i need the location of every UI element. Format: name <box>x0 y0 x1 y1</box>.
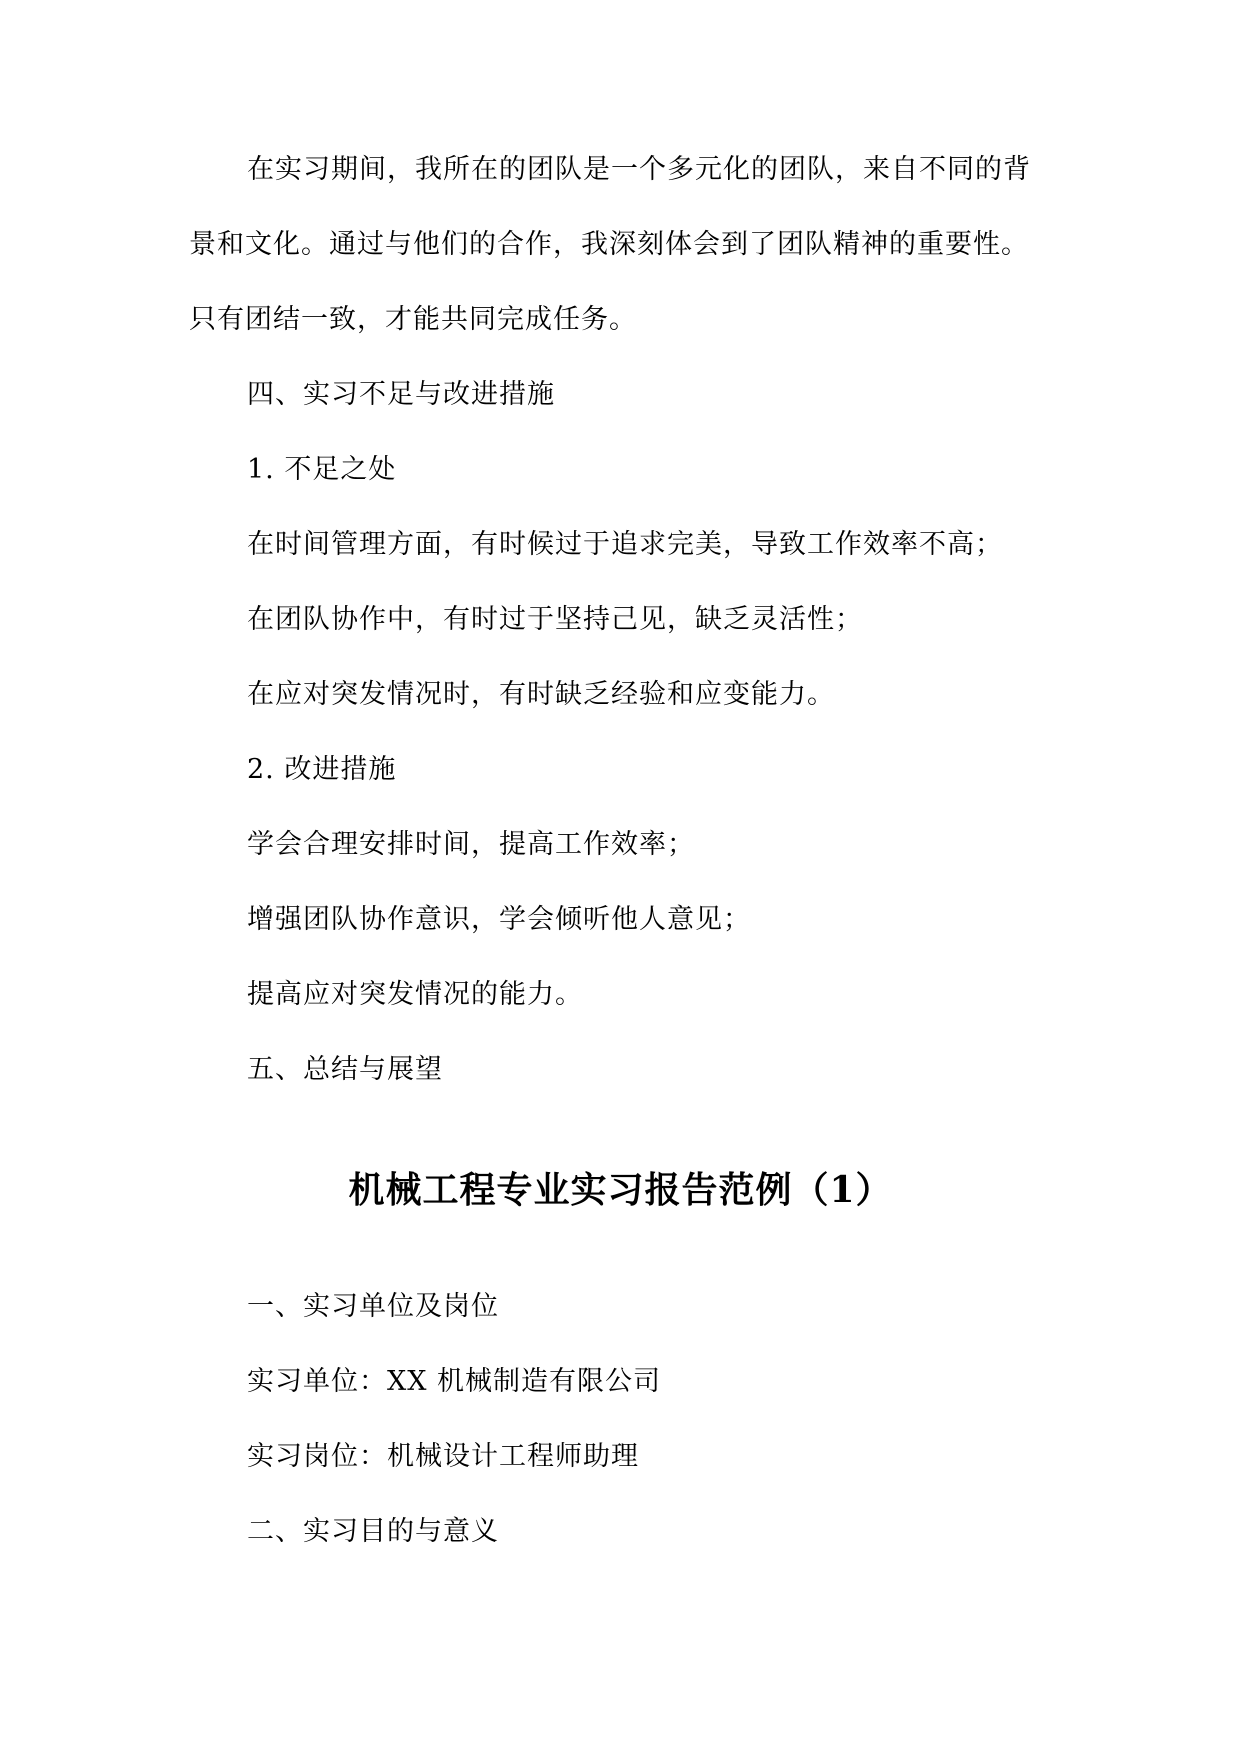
report-title: 机械工程专业实习报告范例（1） <box>348 1169 893 1211</box>
list-item: 在时间管理方面，有时候过于追求完美，导致工作效率不高； <box>247 529 1003 560</box>
paragraph-line: 只有团结一致，才能共同完成任务。 <box>189 304 637 335</box>
section-heading: 四、实习不足与改进措施 <box>247 379 555 410</box>
paragraph-line: 在实习期间，我所在的团队是一个多元化的团队，来自不同的背 <box>247 154 1031 185</box>
section-heading: 一、实习单位及岗位 <box>247 1291 499 1322</box>
paragraph-line: 实习单位：XX 机械制造有限公司 <box>247 1366 662 1397</box>
subsection-heading: 2. 改进措施 <box>247 754 397 785</box>
list-item: 增强团队协作意识，学会倾听他人意见； <box>247 904 751 935</box>
subsection-heading: 1. 不足之处 <box>247 454 397 485</box>
section-heading: 五、总结与展望 <box>247 1054 443 1085</box>
section-heading: 二、实习目的与意义 <box>247 1516 499 1547</box>
list-item: 在团队协作中，有时过于坚持己见，缺乏灵活性； <box>247 604 863 635</box>
list-item: 在应对突发情况时，有时缺乏经验和应变能力。 <box>247 679 835 710</box>
list-item: 学会合理安排时间，提高工作效率； <box>247 829 695 860</box>
paragraph-line: 实习岗位：机械设计工程师助理 <box>247 1441 639 1472</box>
paragraph-line: 景和文化。通过与他们的合作，我深刻体会到了团队精神的重要性。 <box>189 229 1029 260</box>
list-item: 提高应对突发情况的能力。 <box>247 979 583 1010</box>
